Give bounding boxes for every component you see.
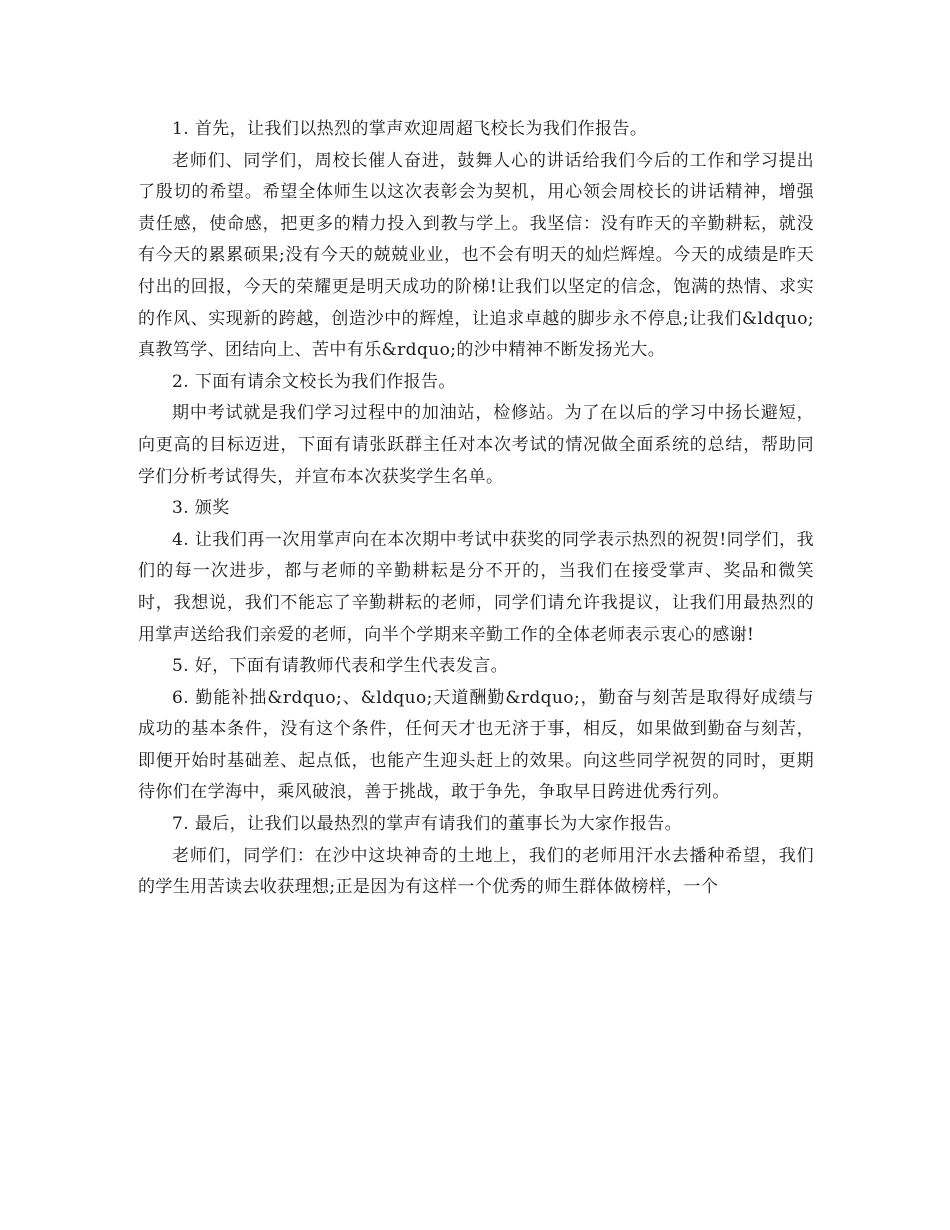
document-body bbox=[138, 114, 814, 904]
paragraph-closing: 老师们，同学们：在沙中这块神奇的土地上，我们的老师用汗水去播种希望，我们的学生用苦读去收获理想;正是因为有这样一个优秀的师生群体做榜样，一个 bbox=[138, 845, 814, 898]
paragraph-item-4: 4. 让我们再一次用掌声向在本次期中考试中获奖的同学表示热烈的祝贺!同学们，我们的每一次进步，都与老师的辛勤耕耘是分不开的，当我们在接受掌声、奖品和微笑时，我想说，我们不能忘了辛勤耕耘的老师，同学们请允许我提议，让我们用最热烈的用掌声送给我们亲爱的老师，向半个学期来辛勤工作的全体老师表示衷心的感谢! bbox=[138, 529, 814, 645]
paragraph-exam-summary: 期中考试就是我们学习过程中的加油站，检修站。为了在以后的学习中扬长避短，向更高的目标迈进，下面有请张跃群主任对本次考试的情况做全面系统的总结，帮助同学们分析考试得失，并宣布本次获奖学生名单。 bbox=[138, 403, 814, 487]
paragraph-item-5: 5. 好，下面有请教师代表和学生代表发言。 bbox=[172, 656, 509, 677]
paragraph-item-7: 7. 最后，让我们以最热烈的掌声有请我们的董事长为大家作报告。 bbox=[172, 814, 683, 835]
paragraph-item-3: 3. 颁奖 bbox=[172, 498, 230, 519]
paragraph-item-6: 6. 勤能补拙&rdquo;、&ldquo;天道酬勤&rdquo;，勤奋与刻苦是取得好成绩与成功的基本条件，没有这个条件，任何天才也无济于事，相反，如果做到勤奋与刻苦，即便开始时基础差、起点低，也能产生迎头赶上的效果。向这些同学祝贺的同时，更期待你们在学海中，乘风破浪，善于挑战，敢于争先，争取早日跨进优秀行列。 bbox=[138, 687, 814, 803]
paragraph-speech-response-1: 老师们、同学们，周校长催人奋进，鼓舞人心的讲话给我们今后的工作和学习提出了殷切的希望。希望全体师生以这次表彰会为契机，用心领会周校长的讲话精神，增强责任感，使命感，把更多的精力投入到教与学上。我坚信：没有昨天的辛勤耕耘，就没有今天的累累硕果;没有今天的兢兢业业，也不会有明天的灿烂辉煌。今天的成绩是昨天付出的回报，今天的荣耀更是明天成功的阶梯!让我们以坚定的信念，饱满的热情、求实的作风、实现新的跨越，创造沙中的辉煌，让追求卓越的脚步永不停息;让我们&ldquo;真教笃学、团结向上、苦中有乐&rdquo;的沙中精神不断发扬光大。 bbox=[138, 150, 814, 361]
paragraph-item-1: 1. 首先，让我们以热烈的掌声欢迎周超飞校长为我们作报告。 bbox=[172, 119, 648, 139]
paragraph-item-2: 2. 下面有请余文校长为我们作报告。 bbox=[172, 371, 456, 392]
